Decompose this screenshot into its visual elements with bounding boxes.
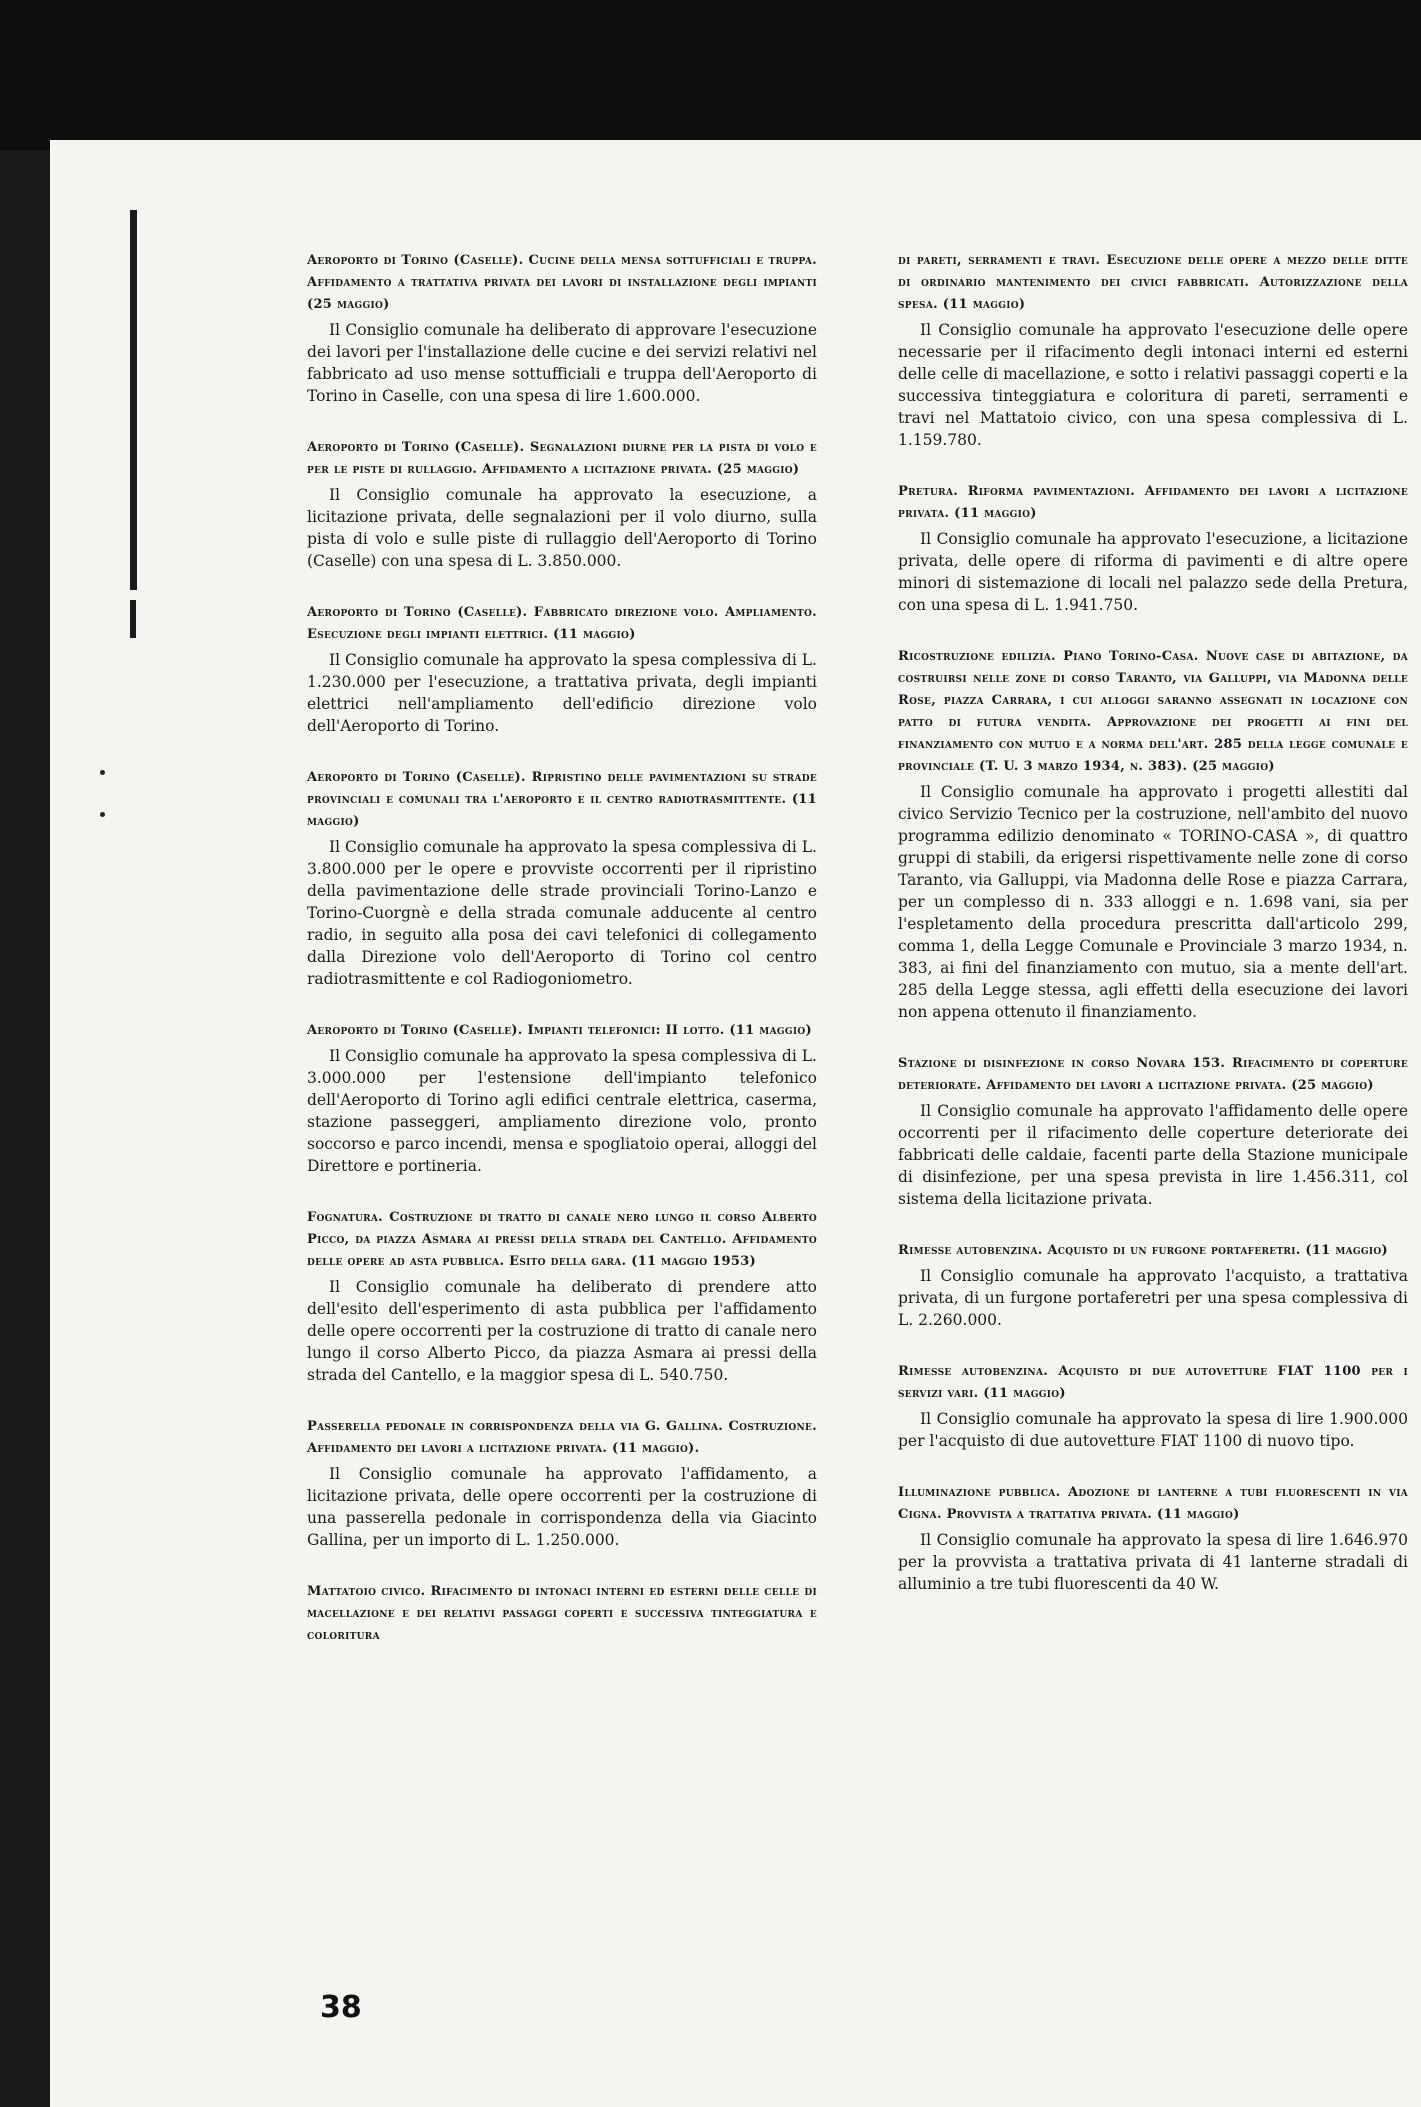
- entry-body: Il Consiglio comunale ha approvato l'acquisto, a trattativa privata, di un furgone portaferetri per una spesa complessiva di L. 2.260.000.: [898, 1267, 1408, 1329]
- entry-title: Fognatura. Costruzione di tratto di canale nero lungo il corso Alberto Picco, da piazza Asmara ai pressi della strada del Cantello. Affidamento delle opere ad asta pubblica. Esito della gara. (11 maggio 1953): [307, 1210, 817, 1269]
- entry: [898, 481, 1408, 616]
- entry-body: Il Consiglio comunale ha approvato l'affidamento, a licitazione privata, delle opere occorrenti per la costruzione di una passerella pedonale in corrispondenza della via Giacinto Gallina, per un importo di L. 1.250.000.: [307, 1465, 817, 1549]
- entry: [898, 1240, 1408, 1331]
- entry-body: Il Consiglio comunale ha deliberato di prendere atto dell'esito dell'esperimento di asta pubblica per l'affidamento delle opere occorrenti per la costruzione di tratto di canale nero lungo il corso Alberto Picco, da piazza Asmara ai pressi della strada del Cantello, e la maggior spesa di L. 540.750.: [307, 1278, 817, 1384]
- entry: [898, 1482, 1408, 1595]
- entry-body: Il Consiglio comunale ha approvato l'esecuzione delle opere necessarie per il rifacimento degli intonaci interni ed esterni delle celle di macellazione, e sotto i relativi passaggi coperti e la successiva tinteggiatura e coloritura di pareti, serramenti e travi nel Mattatoio civico, con una spesa complessiva di L. 1.159.780.: [898, 321, 1408, 449]
- entry: [898, 1361, 1408, 1452]
- scan-dark-border: [0, 0, 1421, 150]
- margin-dot: [100, 812, 105, 817]
- entry-title: Aeroporto di Torino (Caselle). Fabbricato direzione volo. Ampliamento. Esecuzione degli impianti elettrici. (11 maggio): [307, 605, 817, 642]
- entry: [307, 767, 817, 990]
- entry: [898, 250, 1408, 451]
- entry: [307, 250, 817, 407]
- entry-title: Aeroporto di Torino (Caselle). Ripristino delle pavimentazioni su strade provinciali e comunali tra l'aeroporto e il centro radiotrasmittente. (11 maggio): [307, 770, 817, 829]
- entry-body: Il Consiglio comunale ha approvato l'esecuzione, a licitazione privata, delle opere di riforma di pavimenti e di altre opere minori di sistemazione di locali nel palazzo sede della Pretura, con una spesa di L. 1.941.750.: [898, 530, 1408, 614]
- page-number: 38: [320, 1990, 362, 2025]
- entry-title: Mattatoio civico. Rifacimento di intonaci interni ed esterni delle celle di macellazione e dei relativi passaggi coperti e successiva tinteggiatura e coloritura: [307, 1584, 817, 1643]
- entry-body: Il Consiglio comunale ha approvato i progetti allestiti dal civico Servizio Tecnico per la costruzione, nell'ambito del nuovo programma edilizio denominato « TORINO-CASA », di quattro gruppi di stabili, da erigersi rispettivamente nelle zone di corso Taranto, via Galluppi, via Madonna delle Rose e piazza Carrara, per un complesso di n. 333 alloggi e n. 1.698 vani, sia per l'espletamento della procedura prescritta dall'articolo 299, comma 1, della Legge Comunale e Provinciale 3 marzo 1934, n. 383, ai fini del finanziamento con mutuo, sia a mente dell'art. 285 della Legge stessa, agli effetti della esecuzione dei lavori non appena ottenuto il finanziamento.: [898, 783, 1408, 1021]
- scan-edge-mark: [130, 600, 136, 638]
- entry-body: Il Consiglio comunale ha approvato la esecuzione, a licitazione privata, delle segnalazioni per il volo diurno, sulla pista di volo e sulle piste di rullaggio dell'Aeroporto di Torino (Caselle) con una spesa di L. 3.850.000.: [307, 486, 817, 570]
- entry-body: Il Consiglio comunale ha approvato la spesa complessiva di L. 1.230.000 per l'esecuzione, a trattativa privata, degli impianti elettrici nell'ampliamento dell'edificio direzione volo dell'Aeroporto di Torino.: [307, 651, 817, 735]
- entry-body: Il Consiglio comunale ha approvato la spesa di lire 1.900.000 per l'acquisto di due autovetture FIAT 1100 di nuovo tipo.: [898, 1410, 1408, 1450]
- entry-title: Illuminazione pubblica. Adozione di lanterne a tubi fluorescenti in via Cigna. Provvista a trattativa privata. (11 maggio): [898, 1485, 1408, 1522]
- entry-title: Rimesse autobenzina. Acquisto di due autovetture FIAT 1100 per i servizi vari. (11 maggio): [898, 1364, 1408, 1401]
- entry-title: Pretura. Riforma pavimentazioni. Affidamento dei lavori a licitazione privata. (11 maggio): [898, 484, 1408, 521]
- entry: [307, 602, 817, 737]
- entry-title: Aeroporto di Torino (Caselle). Segnalazioni diurne per la pista di volo e per le piste di rullaggio. Affidamento a licitazione privata. (25 maggio): [307, 440, 817, 477]
- right-column: [898, 250, 1408, 1625]
- entry: [898, 646, 1408, 1023]
- entry-title: Aeroporto di Torino (Caselle). Cucine della mensa sottufficiali e truppa. Affidamento a trattativa privata dei lavori di installazione degli impianti (25 maggio): [307, 253, 817, 312]
- entry-title: di pareti, serramenti e travi. Esecuzione delle opere a mezzo delle ditte di ordinario mantenimento dei civici fabbricati. Autorizzazione della spesa. (11 maggio): [898, 253, 1408, 312]
- entry: [307, 1416, 817, 1551]
- entry: [307, 1020, 817, 1177]
- entry: [307, 1207, 817, 1386]
- entry-title: Ricostruzione edilizia. Piano Torino-Casa. Nuove case di abitazione, da costruirsi nelle zone di corso Taranto, via Galluppi, via Madonna delle Rose, piazza Carrara, i cui alloggi saranno assegnati in locazione con patto di futura vendita. Approvazione dei progetti ai fini del finanziamento con mutuo e a norma dell'art. 285 della legge comunale e provinciale (T. U. 3 marzo 1934, n. 383). (25 maggio): [898, 649, 1408, 774]
- entry-body: Il Consiglio comunale ha deliberato di approvare l'esecuzione dei lavori per l'installazione delle cucine e dei servizi relativi nel fabbricato ad uso mense sottufficiali e truppa dell'Aeroporto di Torino in Caselle, con una spesa di lire 1.600.000.: [307, 321, 817, 405]
- entry: [898, 1053, 1408, 1210]
- entry-title: Passerella pedonale in corrispondenza della via G. Gallina. Costruzione. Affidamento dei lavori a licitazione privata. (11 maggio).: [307, 1419, 817, 1456]
- entry: [307, 437, 817, 572]
- entry-body: Il Consiglio comunale ha approvato la spesa di lire 1.646.970 per la provvista a trattativa privata di 41 lanterne stradali di alluminio a tre tubi fluorescenti da 40 W.: [898, 1531, 1408, 1593]
- entry: [307, 1581, 817, 1647]
- entry-body: Il Consiglio comunale ha approvato l'affidamento delle opere occorrenti per il rifacimento delle coperture deteriorate dei fabbricati delle caldaie, facenti parte della Stazione municipale di disinfezione, per una spesa prevista in lire 1.456.311, col sistema della licitazione privata.: [898, 1102, 1408, 1208]
- scan-edge-mark: [130, 210, 137, 590]
- left-column: [307, 250, 817, 1677]
- margin-dot: [100, 770, 105, 775]
- entry-title: Stazione di disinfezione in corso Novara 153. Rifacimento di coperture deteriorate. Affidamento dei lavori a licitazione privata. (25 maggio): [898, 1056, 1408, 1093]
- entry-body: Il Consiglio comunale ha approvato la spesa complessiva di L. 3.800.000 per le opere e provviste occorrenti per il ripristino della pavimentazione delle strade provinciali Torino-Lanzo e Torino-Cuorgnè e della strada comunale adducente al centro radio, in seguito alla posa dei cavi telefonici di collegamento dalla Direzione volo dell'Aeroporto di Torino col centro radiotrasmittente e col Radiogoniometro.: [307, 838, 817, 988]
- entry-title: Rimesse autobenzina. Acquisto di un furgone portaferetri. (11 maggio): [898, 1243, 1388, 1258]
- entry-title: Aeroporto di Torino (Caselle). Impianti telefonici: II lotto. (11 maggio): [307, 1023, 812, 1038]
- entry-body: Il Consiglio comunale ha approvato la spesa complessiva di L. 3.000.000 per l'estensione dell'impianto telefonico dell'Aeroporto di Torino agli edifici centrale elettrica, caserma, stazione passeggeri, ampliamento direzione volo, pronto soccorso e parco incendi, mensa e spogliatoio operai, alloggi del Direttore e portineria.: [307, 1047, 817, 1175]
